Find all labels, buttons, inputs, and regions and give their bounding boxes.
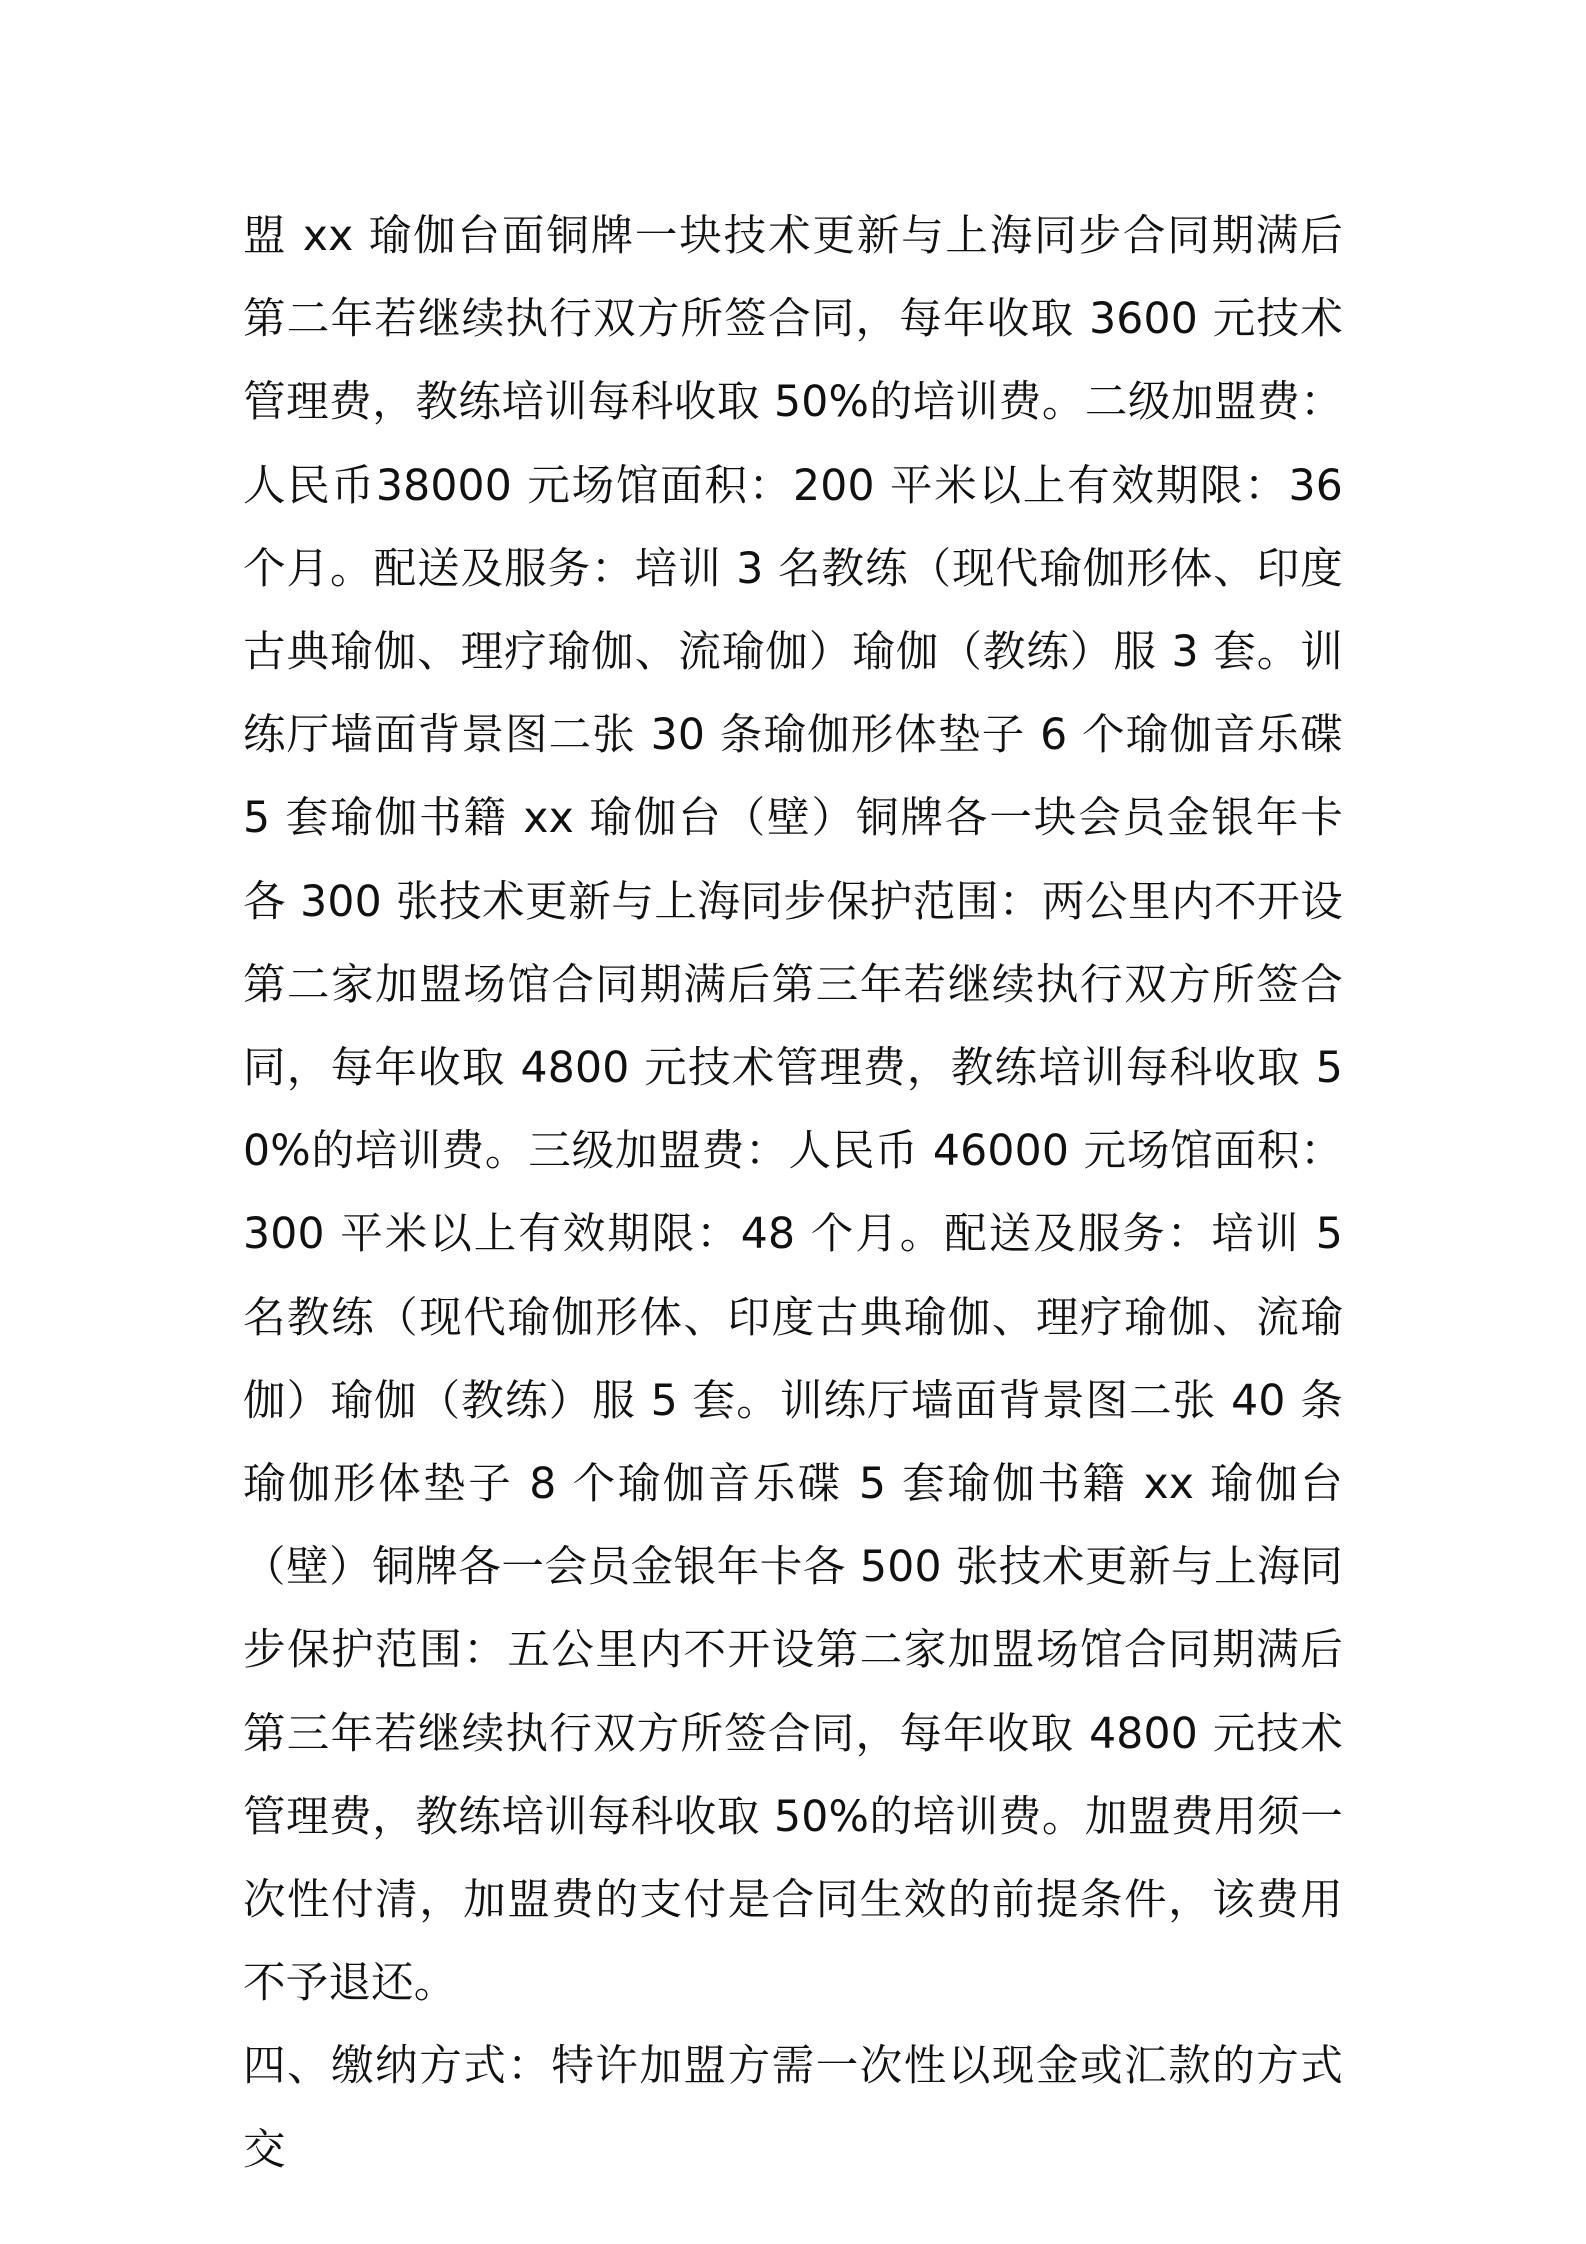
body-paragraph: 盟 xx 瑜伽台面铜牌一块技术更新与上海同步合同期满后第二年若继续执行双方所签合同，每年收取 3600 元技术管理费，教练培训每科收取 50%的培训费。二级加盟费：人民币38000 元场馆面积：200 平米以上有效期限：36 个月。配送及服务：培训 3 名教练（现代瑜伽形体、印度古典瑜伽、理疗瑜伽、流瑜伽）瑜伽（教练）服 3 套。训练厅墙面背景图二张 30 条瑜伽形体垫子 6 个瑜伽音乐碟 5 套瑜伽书籍 xx 瑜伽台（壁）铜牌各一块会员金银年卡各 300 张技术更新与上海同步保护范围：两公里内不开设第二家加盟场馆合同期满后第三年若继续执行双方所签合同，每年收取 4800 元技术管理费，教练培训每科收取 50%的培训费。三级加盟费：人民币 46000 元场馆面积：300 平米以上有效期限：48 个月。配送及服务：培训 5 名教练（现代瑜伽形体、印度古典瑜伽、理疗瑜伽、流瑜伽）瑜伽（教练）服 5 套。训练厅墙面背景图二张 40 条瑜伽形体垫子 8 个瑜伽音乐碟 5 套瑜伽书籍 xx 瑜伽台（壁）铜牌各一会员金银年卡各 500 张技术更新与上海同步保护范围：五公里内不开设第二家加盟场馆合同期满后第三年若继续执行双方所签合同，每年收取 4800 元技术管理费，教练培训每科收取 50%的培训费。加盟费用须一次性付清，加盟费的支付是合同生效的前提条件，该费用不予退还。: [243, 212, 1343, 2009]
document-page: [243, 195, 1343, 2192]
section-four-paragraph: 四、缴纳方式：特许加盟方需一次性以现金或汇款的方式交: [243, 2042, 1343, 2175]
